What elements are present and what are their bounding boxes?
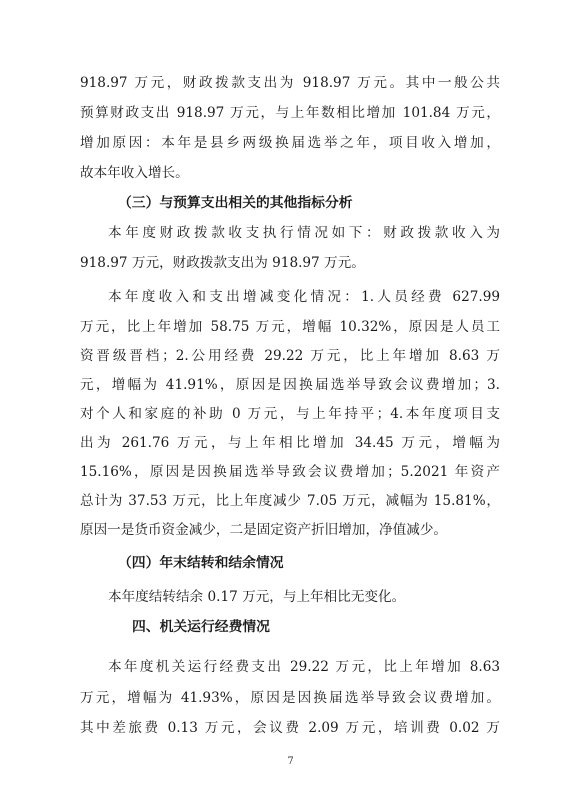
paragraph-line: 918.97 万元，财政拨款支出为 918.97 万元。	[80, 255, 365, 271]
paragraph-line: 15.16%，原因是因换届选举导致会议费增加；5.2021 年资产	[80, 464, 500, 480]
paragraph-line: 出为 261.76 万元，与上年相比增加 34.45 万元，增幅为	[80, 435, 500, 451]
paragraph-line: 总计为 37.53 万元，比上年度减少 7.05 万元，减幅为 15.81%，	[80, 493, 500, 509]
paragraph-line: 增加原因：本年是县乡两级换届选举之年，项目收入增加，	[80, 135, 500, 151]
section-heading-4: （四）年末结转和结余情况	[118, 555, 284, 571]
paragraph-line: 万元，增幅为 41.93%，原因是因换届选举导致会议费增加。	[80, 690, 500, 706]
paragraph-line: 故本年收入增长。	[80, 165, 189, 181]
page-number: 7	[287, 756, 294, 767]
paragraph-line: 万元，比上年增加 58.75 万元，增幅 10.32%，原因是人员工	[80, 319, 500, 335]
paragraph-line: 本年度收入和支出增减变化情况：1.人员经费 627.99	[108, 289, 500, 305]
paragraph-line: 原因一是货币资金减少，二是固定资产折旧增加，净值减少。	[80, 522, 448, 538]
paragraph-line: 本年度机关运行经费支出 29.22 万元，比上年增加 8.63	[108, 659, 500, 675]
section-heading-3: （三）与预算支出相关的其他指标分析	[118, 195, 353, 211]
paragraph-line: 918.97 万元，财政拨款支出为 918.97 万元。其中一般公共	[80, 75, 500, 91]
paragraph-line: 其中差旅费 0.13 万元，会议费 2.09 万元，培训费 0.02 万	[80, 720, 500, 736]
paragraph-line: 本年度结转结余 0.17 万元，与上年相比无变化。	[108, 589, 406, 605]
main-section-heading: 四、机关运行经费情况	[132, 619, 270, 635]
paragraph-line: 资晋级晋档；2.公用经费 29.22 万元，比上年增加 8.63 万	[80, 348, 500, 364]
paragraph-line: 对个人和家庭的补助 0 万元，与上年持平；4.本年度项目支	[80, 406, 500, 422]
paragraph-line: 本年度财政拨款收支执行情况如下：财政拨款收入为	[108, 225, 500, 241]
paragraph-line: 预算财政支出 918.97 万元，与上年数相比增加 101.84 万元，	[80, 105, 500, 121]
paragraph-line: 元，增幅为 41.91%，原因是因换届选举导致会议费增加；3.	[80, 377, 500, 393]
